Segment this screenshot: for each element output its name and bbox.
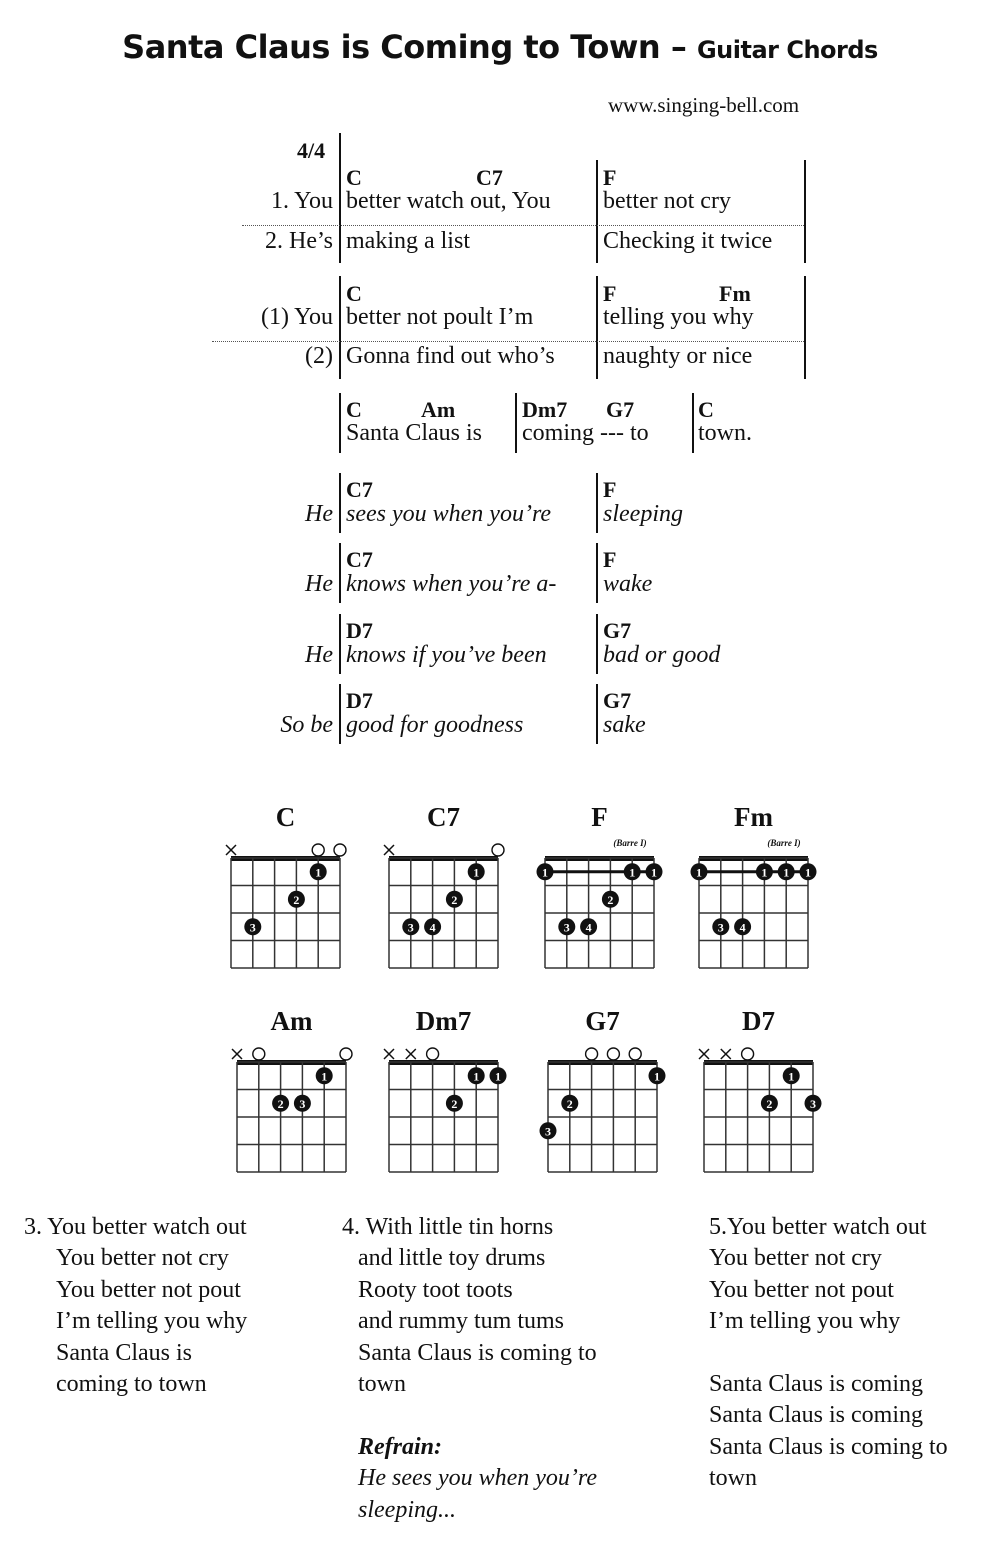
finger-number: 3 bbox=[563, 920, 570, 935]
lyric-lead: (2) bbox=[305, 343, 333, 369]
chord-label: Dm7 bbox=[522, 397, 568, 422]
lyric-line: 4. With little tin horns bbox=[342, 1214, 554, 1240]
chord-label: C7 bbox=[346, 477, 373, 502]
lyric-lead: He bbox=[305, 501, 333, 527]
refrain-label: Refrain: bbox=[358, 1433, 442, 1460]
lyric-measure: bad or good bbox=[603, 642, 721, 668]
chord-label: C bbox=[346, 397, 362, 422]
open-string-icon bbox=[253, 1048, 265, 1060]
bar-line bbox=[339, 543, 341, 603]
lyric-line: He sees you when you’re bbox=[358, 1465, 598, 1492]
lyric-line: Santa Claus is bbox=[56, 1339, 192, 1366]
bar-line bbox=[596, 684, 598, 744]
chord-label: D7 bbox=[346, 688, 373, 713]
open-string-icon bbox=[340, 1048, 352, 1060]
finger-number: 1 bbox=[321, 1069, 328, 1084]
title-subtitle: Guitar Chords bbox=[696, 36, 878, 64]
verse-5 bbox=[709, 1212, 948, 1495]
lyric-line: town bbox=[709, 1465, 757, 1492]
open-string-icon bbox=[427, 1048, 439, 1060]
finger-number: 2 bbox=[451, 1096, 458, 1111]
lyric-measure: knows when you’re a- bbox=[346, 571, 557, 597]
open-string-icon bbox=[334, 844, 346, 856]
lyric-lead: 1. You bbox=[270, 188, 333, 214]
chord-label: F bbox=[603, 477, 617, 502]
bar-line bbox=[339, 276, 341, 379]
chord-label: Am bbox=[421, 397, 456, 422]
finger-number: 3 bbox=[545, 1124, 551, 1139]
open-string-icon bbox=[586, 1048, 598, 1060]
bar-line bbox=[339, 393, 341, 453]
lyric-lead: 2. He’s bbox=[265, 228, 333, 254]
finger-number: 1 bbox=[761, 865, 768, 880]
lyric-line: I’m telling you why bbox=[56, 1308, 248, 1335]
lyric-line: 3. You better watch out bbox=[24, 1214, 247, 1240]
song-title: Santa Claus is Coming to Town bbox=[122, 28, 661, 66]
chord-label: F bbox=[603, 281, 617, 306]
bar-line bbox=[692, 393, 694, 453]
finger-number: 2 bbox=[607, 892, 614, 907]
open-string-icon bbox=[492, 844, 504, 856]
chord-label: C7 bbox=[476, 165, 503, 190]
diagram-chord-name: C7 bbox=[427, 802, 460, 832]
diagram-chord-name: F bbox=[591, 802, 608, 832]
diagram-note: (Barre I) bbox=[613, 838, 647, 848]
finger-number: 1 bbox=[654, 1069, 660, 1084]
bar-line bbox=[596, 614, 598, 674]
diagram-chord-name: Am bbox=[270, 1006, 313, 1036]
lyric-lead: He bbox=[305, 571, 333, 597]
diagram-chord-name: D7 bbox=[742, 1006, 775, 1036]
finger-number: 2 bbox=[293, 892, 300, 907]
finger-number: 3 bbox=[407, 920, 414, 935]
lyric-line: and little toy drums bbox=[358, 1245, 546, 1272]
finger-number: 1 bbox=[542, 865, 548, 880]
bar-line bbox=[339, 684, 341, 744]
chord-label: C bbox=[346, 165, 362, 190]
lyric-line: You better not cry bbox=[56, 1245, 229, 1272]
lyric-measure: better watch out, You bbox=[346, 188, 551, 214]
bar-line bbox=[596, 160, 598, 263]
diagram-note: (Barre I) bbox=[767, 838, 801, 848]
verse-divider bbox=[242, 225, 804, 226]
bar-line bbox=[339, 473, 341, 533]
finger-number: 2 bbox=[451, 892, 458, 907]
lyric-measure: sleeping bbox=[603, 501, 683, 527]
finger-number: 1 bbox=[473, 1069, 480, 1084]
lyric-measure: making a list bbox=[346, 228, 470, 254]
lyric-measure: Santa Claus is bbox=[346, 420, 482, 446]
lyric-line: and rummy tum tums bbox=[358, 1308, 564, 1335]
chord-label: D7 bbox=[346, 618, 373, 643]
finger-number: 3 bbox=[249, 920, 256, 935]
finger-number: 1 bbox=[651, 865, 657, 880]
lyric-measure: good for goodness bbox=[346, 712, 524, 738]
finger-number: 3 bbox=[810, 1096, 816, 1111]
lyric-line: Santa Claus is coming bbox=[709, 1402, 923, 1429]
lyric-measure: naughty or nice bbox=[603, 343, 753, 369]
open-string-icon bbox=[312, 844, 324, 856]
lyric-line: Santa Claus is coming to bbox=[358, 1339, 597, 1366]
finger-number: 1 bbox=[805, 865, 811, 880]
bar-line bbox=[804, 160, 806, 263]
chord-diagrams bbox=[0, 790, 1000, 1210]
bar-line bbox=[339, 614, 341, 674]
lyric-lead: He bbox=[305, 642, 333, 668]
open-string-icon bbox=[607, 1048, 619, 1060]
lyric-line: You better not pout bbox=[709, 1276, 894, 1303]
lyric-line: coming to town bbox=[56, 1371, 207, 1398]
lyric-line: I’m telling you why bbox=[709, 1308, 901, 1335]
title-dash: – bbox=[670, 28, 687, 66]
verse-3 bbox=[24, 1212, 247, 1400]
bar-line bbox=[596, 276, 598, 379]
finger-number: 3 bbox=[299, 1096, 306, 1111]
open-string-icon bbox=[629, 1048, 641, 1060]
lyric-line: sleeping... bbox=[358, 1496, 456, 1523]
verse-divider bbox=[212, 341, 804, 342]
bar-line bbox=[515, 393, 517, 453]
finger-number: 4 bbox=[739, 920, 746, 935]
lyric-lead: (1) You bbox=[260, 304, 333, 330]
chord-label: C bbox=[346, 281, 362, 306]
lyric-line: 5.You better watch out bbox=[709, 1214, 927, 1240]
lyric-measure: knows if you’ve been bbox=[346, 642, 547, 668]
time-signature: 4/4 bbox=[297, 138, 326, 163]
diagram-chord-name: Dm7 bbox=[415, 1006, 472, 1036]
finger-number: 3 bbox=[717, 920, 724, 935]
chord-label: C bbox=[698, 397, 714, 422]
lyric-line: You better not cry bbox=[709, 1245, 882, 1272]
finger-number: 1 bbox=[495, 1069, 501, 1084]
chord-label: G7 bbox=[606, 397, 635, 422]
lyric-line: You better not pout bbox=[56, 1276, 241, 1303]
lyric-measure: telling you why bbox=[603, 304, 754, 330]
chord-label: G7 bbox=[603, 618, 632, 643]
bar-line bbox=[596, 543, 598, 603]
finger-number: 1 bbox=[696, 865, 702, 880]
chord-label: G7 bbox=[603, 688, 632, 713]
lyric-measure: Gonna find out who’s bbox=[346, 343, 555, 369]
chord-label: C7 bbox=[346, 547, 373, 572]
lyric-measure: wake bbox=[603, 571, 653, 597]
chord-label: F bbox=[603, 547, 617, 572]
diagram-chord-name: C bbox=[275, 802, 296, 832]
finger-number: 2 bbox=[277, 1096, 284, 1111]
lyric-measure: sake bbox=[603, 712, 646, 738]
diagram-chord-name: Fm bbox=[734, 802, 773, 832]
lyric-measure: town. bbox=[698, 420, 752, 446]
lyric-line: Santa Claus is coming to bbox=[709, 1433, 948, 1460]
lyric-measure: better not cry bbox=[603, 188, 731, 214]
open-string-icon bbox=[742, 1048, 754, 1060]
finger-number: 1 bbox=[473, 865, 480, 880]
finger-number: 1 bbox=[629, 865, 636, 880]
finger-number: 4 bbox=[585, 920, 592, 935]
bar-line bbox=[339, 133, 341, 263]
bar-line bbox=[804, 276, 806, 379]
chord-label: Fm bbox=[719, 281, 751, 306]
diagram-chord-name: G7 bbox=[585, 1006, 620, 1036]
chord-label: F bbox=[603, 165, 617, 190]
page-title bbox=[0, 28, 1000, 66]
finger-number: 1 bbox=[788, 1069, 795, 1084]
bar-line bbox=[596, 473, 598, 533]
lyric-measure: sees you when you’re bbox=[346, 501, 552, 527]
site-url: www.singing-bell.com bbox=[608, 93, 800, 117]
lyric-measure: coming --- to bbox=[522, 420, 649, 446]
finger-number: 1 bbox=[315, 865, 322, 880]
lyric-measure: better not poult I’m bbox=[346, 304, 534, 330]
lyric-line: Rooty toot toots bbox=[358, 1276, 513, 1303]
lyric-lead: So be bbox=[280, 712, 333, 738]
finger-number: 4 bbox=[429, 920, 436, 935]
lyric-measure: Checking it twice bbox=[603, 228, 773, 254]
finger-number: 1 bbox=[783, 865, 790, 880]
finger-number: 2 bbox=[566, 1096, 573, 1111]
finger-number: 2 bbox=[766, 1096, 773, 1111]
lyric-line: Santa Claus is coming bbox=[709, 1371, 923, 1398]
lyric-line: town bbox=[358, 1371, 406, 1398]
verse-4 bbox=[342, 1212, 597, 1526]
